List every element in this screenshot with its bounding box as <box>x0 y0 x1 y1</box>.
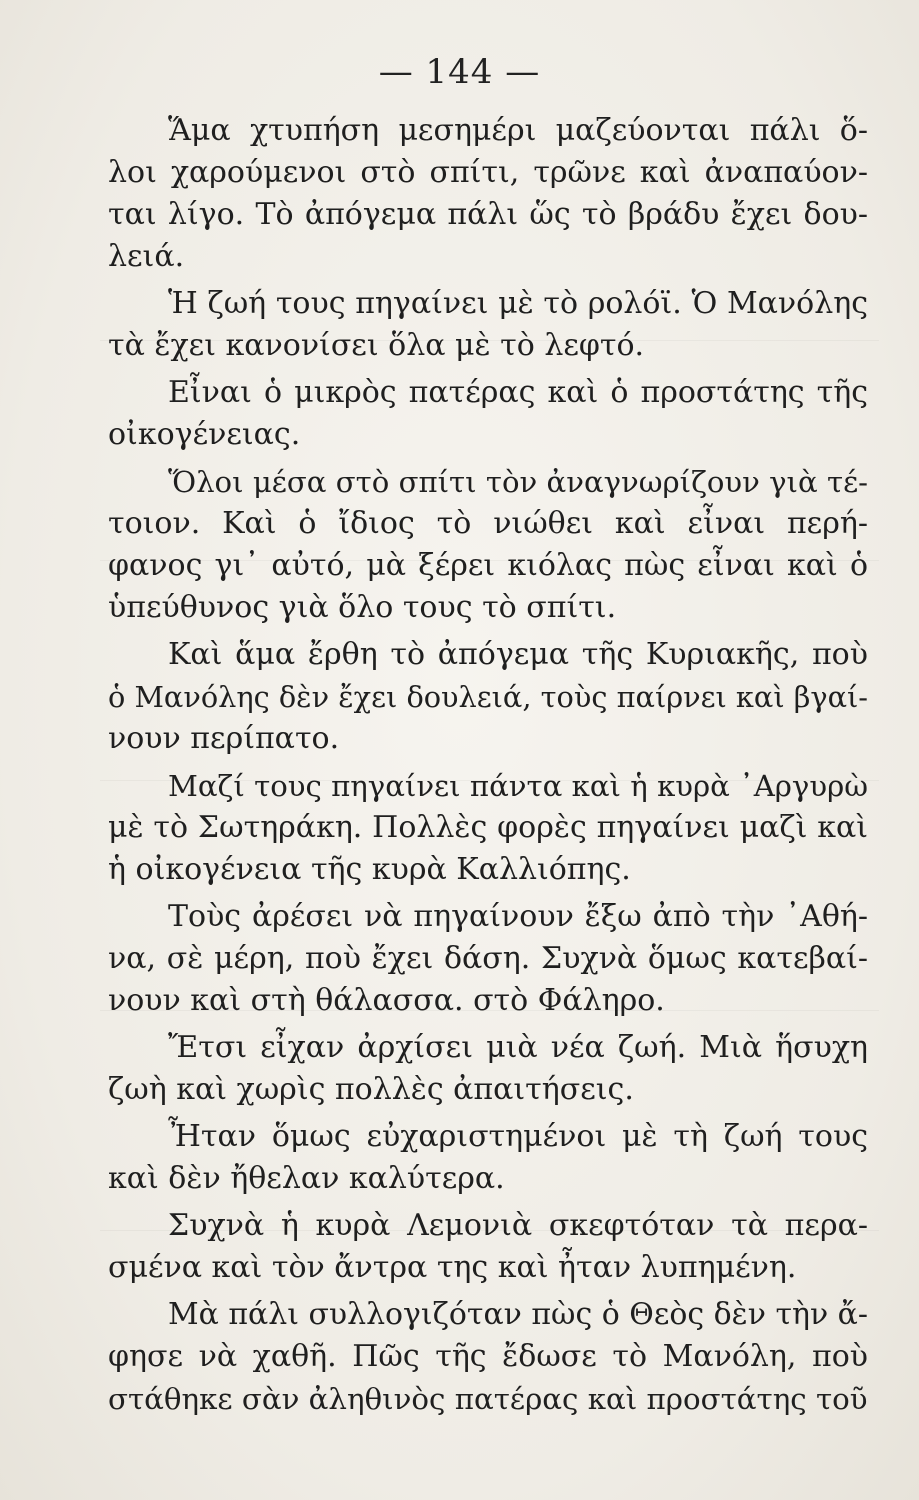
text-line: λοι χαρούμενοι στὸ σπίτι, τρῶνε καὶ ἀναπαύον- <box>108 155 868 190</box>
paragraph <box>108 765 868 891</box>
text-line: νουν περίπατο. <box>108 721 340 756</box>
paragraph <box>108 1205 868 1289</box>
text-line: Τοὺς ἀρέσει νὰ πηγαίνουν ἔξω ἀπὸ τὴν ᾿Αθή- <box>168 899 869 934</box>
text-line: λειά. <box>108 239 185 274</box>
text-line: ὁ Μανόλης δὲν ἔχει δουλειά, τοὺς παίρνει καὶ βγαί- <box>108 680 868 714</box>
text-line: Ἡ ζωή τους πηγαίνει μὲ τὸ ρολόϊ. Ὁ Μανόλης <box>168 286 869 321</box>
text-line: μὲ τὸ Σωτηράκη. Πολλὲς φορὲς πηγαίνει μαζὶ καὶ <box>108 810 868 845</box>
text-line: φανος γι᾿ αὐτό, μὰ ξέρει κιόλας πὼς εἶναι καὶ ὁ <box>108 548 869 583</box>
paragraph <box>108 110 868 278</box>
text-line: ὑπεύθυνος γιὰ ὅλο τους τὸ σπίτι. <box>108 590 617 625</box>
text-line: ται λίγο. Τὸ ἀπόγεμα πάλι ὥς τὸ βράδυ ἔχει δου- <box>108 197 869 232</box>
paragraph <box>108 283 868 367</box>
text-line: Εἶναι ὁ μικρὸς πατέρας καὶ ὁ προστάτης τῆς <box>168 375 869 410</box>
text-line: Συχνὰ ἡ κυρὰ Λεμονιὰ σκεφτόταν τὰ περα- <box>168 1208 868 1243</box>
text-line: να, σὲ μέρη, ποὺ ἔχει δάση. Συχνὰ ὅμως κατεβαί- <box>108 941 869 976</box>
text-line: ζωὴ καὶ χωρὶς πολλὲς ἀπαιτήσεις. <box>108 1072 634 1107</box>
text-line: Καὶ ἅμα ἔρθη τὸ ἀπόγεμα τῆς Κυριακῆς, ποὺ <box>168 637 868 672</box>
paragraph <box>108 461 868 629</box>
text-line: Ἔτσι εἶχαν ἀρχίσει μιὰ νέα ζωή. Μιὰ ἥσυχη <box>168 1030 869 1065</box>
text-line: Ἦταν ὅμως εὐχαριστημένοι μὲ τὴ ζωή τους <box>168 1119 869 1154</box>
text-line: τοιον. Καὶ ὁ ἴδιος τὸ νιώθει καὶ εἶναι περή- <box>108 506 868 541</box>
text-line: Ὅλοι μέσα στὸ σπίτι τὸν ἀναγνωρίζουν γιὰ τέ- <box>168 465 869 499</box>
text-line: τὰ ἔχει κανονίσει ὅλα μὲ τὸ λεφτό. <box>108 328 645 363</box>
body-text <box>108 110 868 1425</box>
paragraph <box>108 1116 868 1200</box>
text-line: οἰκογένειας. <box>108 417 301 452</box>
paragraph <box>108 372 868 456</box>
page-number: — 144 — <box>378 52 541 92</box>
text-line: Μὰ πάλι συλλογιζόταν πὼς ὁ Θεὸς δὲν τὴν ἄ- <box>168 1297 868 1332</box>
text-line: νουν καὶ στὴ θάλασσα. στὸ Φάληρο. <box>108 983 665 1018</box>
text-line: Μαζί τους πηγαίνει πάντα καὶ ἡ κυρὰ ᾿Αργυρὼ <box>168 769 869 803</box>
paragraph <box>108 1027 868 1111</box>
text-line: ἡ οἰκογένεια τῆς κυρὰ Καλλιόπης. <box>108 852 631 887</box>
text-line: σμένα καὶ τὸν ἄντρα της καὶ ἦταν λυπημένη. <box>108 1250 797 1285</box>
paragraph <box>108 1294 868 1420</box>
paragraph <box>108 634 868 760</box>
paragraph <box>108 896 868 1022</box>
text-line: Ἅμα χτυπήση μεσημέρι μαζεύονται πάλι ὅ- <box>168 113 868 148</box>
text-line: φησε νὰ χαθῆ. Πῶς τῆς ἔδωσε τὸ Μανόλη, ποὺ <box>108 1339 869 1374</box>
text-line: καὶ δὲν ἤθελαν καλύτερα. <box>108 1161 505 1196</box>
text-line: στάθηκε σὰν ἀληθινὸς πατέρας καὶ προστάτης τοῦ <box>108 1382 868 1416</box>
